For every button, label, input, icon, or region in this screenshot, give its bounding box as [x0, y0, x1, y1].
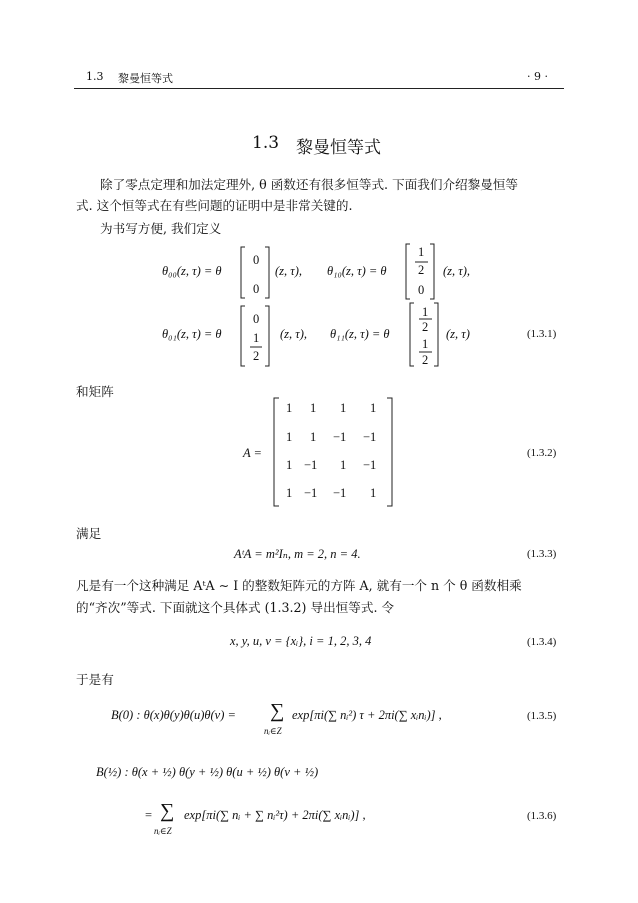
theta11-frac-den: 2 [422, 320, 429, 334]
equation-number-1: (1.3.1) [527, 328, 557, 340]
paragraph-5-line-1: 凡是有一个这种满足 AᵗA ∼ I 的整数矩阵元的方阵 A, 就有一个 n 个 θ 函数相乘 [76, 578, 522, 593]
matrix-cell: 1 [370, 486, 377, 500]
equation-number-4: (1.3.4) [527, 636, 557, 648]
header-section-title: 黎曼恒等式 [118, 72, 173, 85]
matrix-cell: 1 [286, 458, 293, 472]
equation-1-3-6-line-2: exp[πi(∑ nᵢ + ∑ nᵢ²τ) + 2πi(∑ xᵢnᵢ)] , [184, 808, 366, 822]
theta01-lhs: θ₀₁(z, τ) = θ [162, 327, 222, 341]
paragraph-3: 和矩阵 [76, 384, 114, 399]
matrix-cell: 1 [286, 486, 293, 500]
theta11-frac-num: 1 [422, 305, 429, 319]
page-number: · 9 · [527, 70, 548, 83]
theta00-col-bottom: 0 [253, 282, 260, 296]
theta11-frac2-den: 2 [422, 353, 429, 367]
matrix-cell: −1 [333, 430, 347, 444]
sum-symbol: ∑ [270, 700, 285, 722]
theta10-rhs: (z, τ), [443, 264, 471, 278]
theta10-col-den: 2 [418, 263, 425, 277]
matrix-cell: 1 [310, 401, 317, 415]
sum-subscript: nᵢ∈Z [154, 826, 172, 836]
matrix-cell: 1 [310, 430, 317, 444]
equation-number-3: (1.3.3) [527, 548, 557, 560]
theta00-rhs: (z, τ), [275, 264, 303, 278]
matrix-cell: −1 [333, 486, 347, 500]
equation-1-3-3: AᵗA = m²Iₙ, m = 2, n = 4. [234, 547, 361, 561]
equation-1-3-5-rhs: exp[πi(∑ nᵢ²) τ + 2πi(∑ xᵢnᵢ)] , [292, 708, 442, 722]
theta01-frac-num: 1 [253, 331, 260, 345]
paragraph-6: 于是有 [76, 672, 114, 687]
section-title: 黎曼恒等式 [296, 138, 381, 158]
matrix-lhs: A = [243, 446, 262, 460]
equation-number-2: (1.3.2) [527, 447, 557, 459]
theta10-col-bottom: 0 [418, 283, 425, 297]
paragraph-5-line-2: 的“齐次”等式. 下面就这个具体式 (1.3.2) 导出恒等式. 令 [76, 600, 395, 615]
matrix-cell: 1 [340, 401, 347, 415]
theta00-col-top: 0 [253, 253, 260, 267]
matrix-cell: 1 [370, 401, 377, 415]
equation-number-6: (1.3.6) [527, 810, 557, 822]
sum-symbol: ∑ [160, 800, 175, 822]
equation-number-5: (1.3.5) [527, 710, 557, 722]
theta00-lhs: θ₀₀(z, τ) = θ [162, 264, 222, 278]
matrix-cell: 1 [286, 401, 293, 415]
section-number: 1.3 [252, 133, 280, 153]
matrix-cell: −1 [363, 458, 377, 472]
equals-sign: = [145, 808, 153, 822]
header-section-number: 1.3 [86, 70, 104, 83]
theta01-rhs: (z, τ), [280, 327, 308, 341]
equation-1-3-6-line-1: B(½) : θ(x + ½) θ(y + ½) θ(u + ½) θ(v + ½) [96, 765, 319, 779]
theta01-frac-den: 2 [253, 349, 260, 363]
paragraph-1-line-1: 除了零点定理和加法定理外, θ 函数还有很多恒等式. 下面我们介绍黎曼恒等 [100, 177, 519, 192]
matrix-cell: −1 [304, 486, 318, 500]
matrix-cell: −1 [304, 458, 318, 472]
theta11-lhs: θ₁₁(z, τ) = θ [330, 327, 390, 341]
matrix-cell: 1 [286, 430, 293, 444]
paragraph-4: 满足 [76, 526, 102, 541]
paragraph-1-line-2: 式. 这个恒等式在有些问题的证明中是非常关键的. [76, 198, 353, 213]
sum-subscript: nᵢ∈Z [264, 726, 282, 736]
theta10-col-num: 1 [418, 245, 425, 259]
matrix-cell: 1 [340, 458, 347, 472]
matrix-cell: −1 [363, 430, 377, 444]
theta11-rhs: (z, τ) [446, 327, 470, 341]
theta01-col-top: 0 [253, 312, 260, 326]
theta11-frac2-num: 1 [422, 337, 429, 351]
equation-1-3-5-lhs: B(0) : θ(x)θ(y)θ(u)θ(v) = [111, 708, 236, 722]
theta10-lhs: θ₁₀(z, τ) = θ [327, 264, 387, 278]
paragraph-2: 为书写方便, 我们定义 [100, 221, 222, 236]
equation-1-3-4: x, y, u, v = {xᵢ}, i = 1, 2, 3, 4 [230, 634, 372, 648]
